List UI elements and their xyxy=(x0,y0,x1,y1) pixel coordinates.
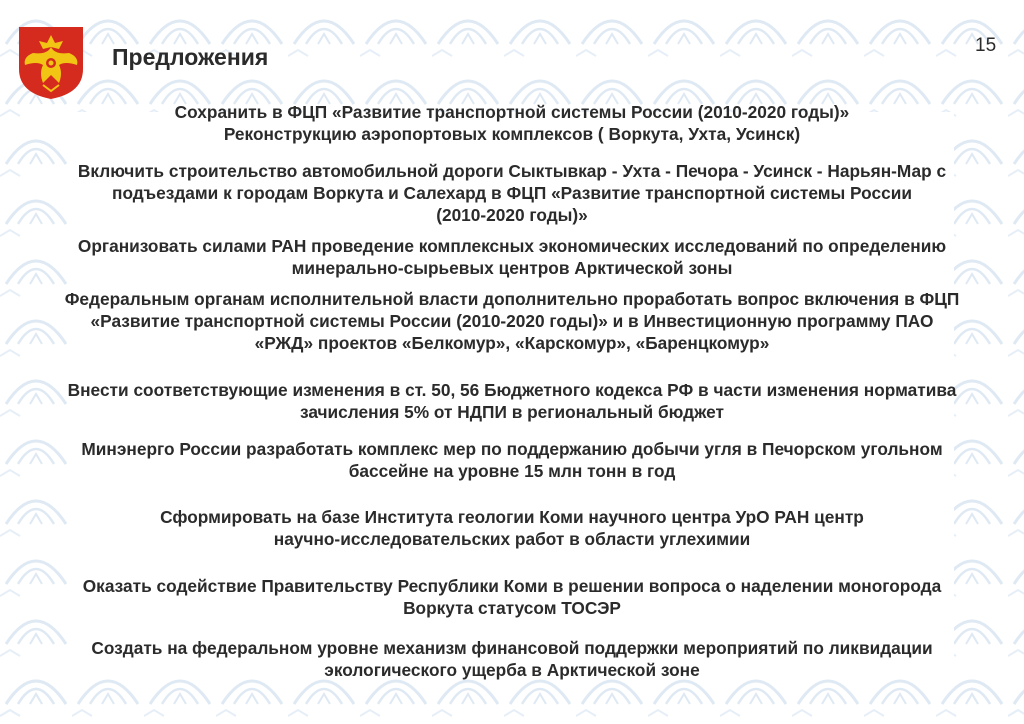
proposal-line: Создать на федеральном уровне механизм финансовой поддержки мероприятий по ликвидации xyxy=(91,638,933,658)
page-title: Предложения xyxy=(112,44,269,70)
proposal-line: Сформировать на базе Института геологии Коми научного центра УрО РАН центр xyxy=(160,507,864,527)
proposal-line: «Развитие транспортной системы России (2010-2020 годы)» и в Инвестиционную программу ПАО xyxy=(90,311,934,331)
proposal-line: Организовать силами РАН проведение комплексных экономических исследований по определению xyxy=(77,236,947,256)
proposal-line: Федеральным органам исполнительной власти дополнительно проработать вопрос включения в ФЦП xyxy=(64,289,960,309)
proposal-line: бассейне на уровне 15 млн тонн в год xyxy=(348,461,676,481)
proposal-line: зачисления 5% от НДПИ в региональный бюджет xyxy=(299,402,724,422)
proposal-line: «РЖД» проектов «Белкомур», «Карскомур», «Баренцкомур» xyxy=(254,333,770,353)
proposal-line: Реконструкцию аэропортовых комплексов ( Воркута, Ухта, Усинск) xyxy=(223,124,801,144)
proposal-line: (2010-2020 годы)» xyxy=(436,205,588,225)
proposal-line: Минэнерго России разработать комплекс мер по поддержанию добычи угля в Печорском угольном xyxy=(81,439,943,459)
proposal-line: Включить строительство автомобильной дороги Сыктывкар - Ухта - Печора - Усинск - Нарьян-Мар с xyxy=(77,161,947,181)
proposal-line: научно-исследовательских работ в области углехимии xyxy=(273,529,751,549)
proposal-line: Сохранить в ФЦП «Развитие транспортной системы России (2010-2020 годы)» xyxy=(174,102,850,122)
proposal-line: экологического ущерба в Арктической зоне xyxy=(324,660,700,680)
page-number: 15 xyxy=(975,35,997,56)
proposal-line: подъездами к городам Воркута и Салехард в ФЦП «Развитие транспортной системы России xyxy=(112,183,912,203)
proposal-line: Внести соответствующие изменения в ст. 50, 56 Бюджетного кодекса РФ в части изменения норматива xyxy=(67,380,957,400)
komi-republic-emblem-icon xyxy=(13,25,89,101)
proposal-line: Оказать содействие Правительству Республики Коми в решении вопроса о наделении моногорода xyxy=(82,576,942,596)
proposal-line: минерально-сырьевых центров Арктической зоны xyxy=(291,258,733,278)
proposal-line: Воркута статусом ТОСЭР xyxy=(403,598,621,618)
